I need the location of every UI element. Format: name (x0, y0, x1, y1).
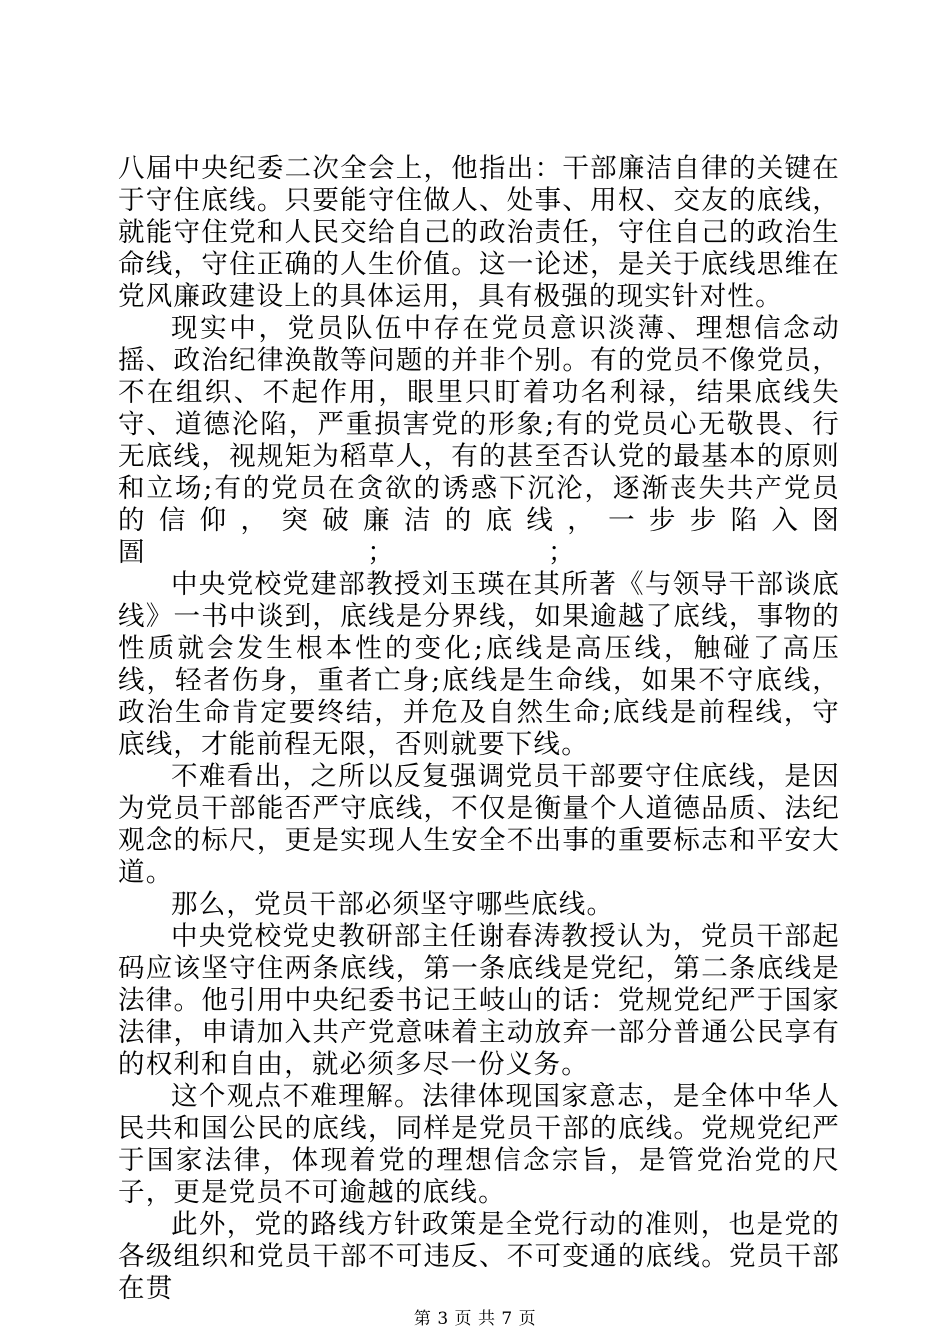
paragraph-8: 此外，党的路线方针政策是全党行动的准则，也是党的各级组织和党员干部不可违反、不可变通的底线。党员干部在贯 (118, 1209, 840, 1304)
paragraph-2: 现实中，党员队伍中存在党员意识淡薄、理想信念动摇、政治纪律涣散等问题的并非个别。有的党员不像党员，不在组织、不起作用，眼里只盯着功名利禄，结果底线失守、道德沦陷，严重损害党的形象;有的党员心无敬畏、行无底线，视规矩为稻草人，有的甚至否认党的最基本的原则和立场;有的党员在贪欲的诱惑下沉沦，逐渐丧失共产党员的信仰，突破廉洁的底线，一步步陷入囹圄 ； ； (118, 313, 840, 568)
paragraph-5: 那么，党员干部必须坚守哪些底线。 (171, 889, 615, 920)
paragraph-6: 中央党校党史教研部主任谢春涛教授认为，党员干部起码应该坚守住两条底线，第一条底线是党纪，第二条底线是法律。他引用中央纪委书记王岐山的话：党规党纪严于国家法律，申请加入共产党意味着主动放弃一部分普通公民享有的权利和自由，就必须多尽一份义务。 (118, 921, 840, 1080)
page-footer: 第 3 页 共 7 页 (413, 1309, 537, 1329)
paragraph-7: 这个观点不难理解。法律体现国家意志，是全体中华人民共和国公民的底线，同样是党员干部的底线。党规党纪严于国家法律，体现着党的理想信念宗旨，是管党治党的尺子，更是党员不可逾越的底线。 (118, 1081, 840, 1208)
body-text (118, 153, 840, 1305)
paragraph-4: 不难看出，之所以反复强调党员干部要守住底线，是因为党员干部能否严守底线，不仅是衡量个人道德品质、法纪观念的标尺，更是实现人生安全不出事的重要标志和平安大道。 (118, 761, 840, 888)
paragraph-3: 中央党校党建部教授刘玉瑛在其所著《与领导干部谈底线》一书中谈到，底线是分界线，如果逾越了底线，事物的性质就会发生根本性的变化;底线是高压线，触碰了高压线，轻者伤身，重者亡身;底线是生命线，如果不守底线，政治生命肯定要终结，并危及自然生命;底线是前程线，守底线，才能前程无限，否则就要下线。 (118, 569, 840, 760)
paragraph-1: 八届中央纪委二次全会上，他指出：干部廉洁自律的关键在于守住底线。只要能守住做人、处事、用权、交友的底线，就能守住党和人民交给自己的政治责任，守住自己的政治生命线，守住正确的人生价值。这一论述，是关于底线思维在党风廉政建设上的具体运用，具有极强的现实针对性。 (118, 153, 840, 312)
